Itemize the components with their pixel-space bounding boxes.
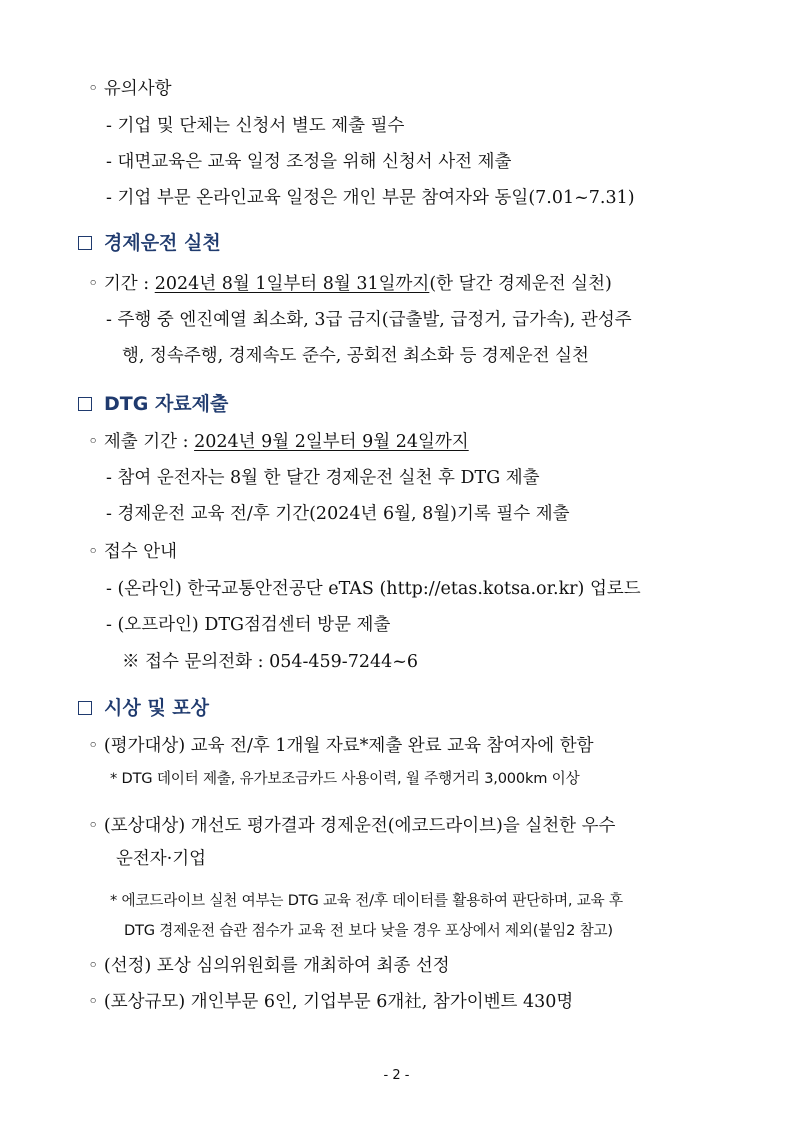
section-heading-eco-driving: 경제운전 실천 <box>78 230 221 256</box>
awards-award-note-continued: DTG 경제운전 습관 점수가 교육 전 보다 낮을 경우 포상에서 제외(붙임2 참고) <box>124 922 613 939</box>
reception-item-offline: - (오프라인) DTG점검센터 방문 제출 <box>106 615 391 635</box>
dtg-submission-period: ◦ 제출 기간 : 2024년 9월 2일부터 9월 24일까지 <box>88 432 469 452</box>
dtg-submission-period-value: 2024년 9월 2일부터 9월 24일까지 <box>194 432 469 452</box>
reception-title: ◦ 접수 안내 <box>88 542 178 562</box>
eco-driving-period: ◦ 기간 : 2024년 8월 1일부터 8월 31일까지(한 달간 경제운전 실천) <box>88 274 612 294</box>
checkbox-square-icon <box>78 236 92 250</box>
page-number: - 2 - <box>383 1068 410 1083</box>
dtg-submission-item: - 참여 운전자는 8월 한 달간 경제운전 실천 후 DTG 제출 <box>106 468 540 488</box>
awards-award-target-continued: 운전자·기업 <box>116 849 207 869</box>
awards-eval-note: * DTG 데이터 제출, 유가보조금카드 사용이력, 월 주행거리 3,000km 이상 <box>110 770 580 787</box>
reception-item-online: - (온라인) 한국교통안전공단 eTAS (http://etas.kotsa.or.kr) 업로드 <box>106 579 641 599</box>
precautions-title: ◦ 유의사항 <box>88 79 172 99</box>
checkbox-square-icon <box>78 701 92 715</box>
eco-driving-detail: - 주행 중 엔진예열 최소화, 3급 금지(급출발, 급정거, 급가속), 관성주 <box>106 310 632 330</box>
awards-award-target: ◦ (포상대상) 개선도 평가결과 경제운전(에코드라이브)을 실천한 우수 <box>88 816 616 836</box>
dtg-submission-item: - 경제운전 교육 전/후 기간(2024년 6월, 8월)기록 필수 제출 <box>106 504 570 524</box>
eco-driving-detail-continued: 행, 정속주행, 경제속도 준수, 공회전 최소화 등 경제운전 실천 <box>122 346 589 366</box>
precaution-item: - 기업 및 단체는 신청서 별도 제출 필수 <box>106 116 405 136</box>
precaution-item: - 기업 부문 온라인교육 일정은 개인 부문 참여자와 동일(7.01~7.31) <box>106 188 635 208</box>
section-heading-awards: 시상 및 포상 <box>78 695 209 721</box>
eco-driving-period-value: 2024년 8월 1일부터 8월 31일까지 <box>154 274 430 294</box>
awards-award-note: * 에코드라이브 실천 여부는 DTG 교육 전/후 데이터를 활용하여 판단하며, 교육 후 <box>110 892 623 909</box>
reception-contact: ※ 접수 문의전화 : 054-459-7244~6 <box>122 652 419 672</box>
awards-eval-target: ◦ (평가대상) 교육 전/후 1개월 자료*제출 완료 교육 참여자에 한함 <box>88 736 594 756</box>
section-heading-dtg-submission: DTG 자료제출 <box>78 391 228 417</box>
awards-selection: ◦ (선정) 포상 심의위원회를 개최하여 최종 선정 <box>88 956 450 976</box>
awards-scale: ◦ (포상규모) 개인부문 6인, 기업부문 6개社, 참가이벤트 430명 <box>88 992 574 1012</box>
checkbox-square-icon <box>78 397 92 411</box>
precaution-item: - 대면교육은 교육 일정 조정을 위해 신청서 사전 제출 <box>106 152 512 172</box>
